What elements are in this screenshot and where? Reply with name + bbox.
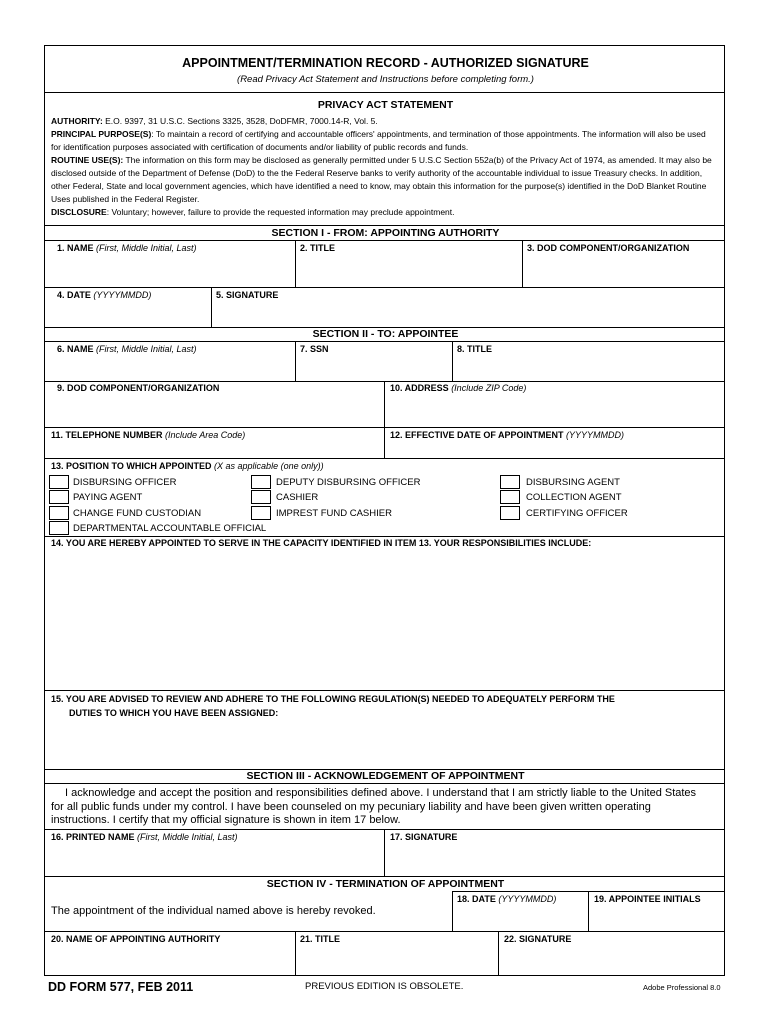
disclosure-label: DISCLOSURE xyxy=(51,207,107,217)
revocation-statement: The appointment of the individual named above is hereby revoked. xyxy=(51,905,376,917)
routine-text: The information on this form may be disclosed as generally permitted under 5 U.S.C Section 552a(b) of the Privacy Act of 1974, as amended. It may also be disclosed outside of the Department of Defense (DoD) to the the Federal Reserve banks to verify authority of the accountable individual to issue Treasury checks. In addition, other Federal, State and local government agencies, which have identified a need to know, may obtain this information for the purpose(s) identified in the DoD Blanket Routine Uses published in the Federal Register. xyxy=(51,155,712,204)
obsolete-notice: PREVIOUS EDITION IS OBSOLETE. xyxy=(305,981,464,992)
section1-heading: SECTION I - FROM: APPOINTING AUTHORITY xyxy=(271,227,500,239)
acknowledgement-line: I acknowledge and accept the position and responsibilities defined above. I understand that I am strictly liable to the United States xyxy=(65,787,697,799)
termination-date-input[interactable] xyxy=(456,908,588,930)
authority-text: E.O. 9397, 31 U.S.C. Sections 3325, 3528, DoDFMR, 7000.14-R, Vol. 5. xyxy=(102,116,378,126)
field-label-effective-date: 12. EFFECTIVE DATE OF APPOINTMENT (YYYYMMDD) xyxy=(390,430,625,440)
item15-label: 15. YOU ARE ADVISED TO REVIEW AND ADHERE TO THE FOLLOWING REGULATION(S) NEEDED TO ADEQUATELY PERFORM THE xyxy=(51,694,615,704)
acknowledgement-line: for all public funds under my control. I have been counseled on my pecuniary liability and have been given written operating xyxy=(51,801,651,813)
field-label-address: 10. ADDRESS (Include ZIP Code) xyxy=(390,383,527,393)
checkbox-deputy-disbursing-officer[interactable] xyxy=(251,475,271,489)
appointee-address-input[interactable] xyxy=(389,398,724,426)
checkbox-certifying-officer[interactable] xyxy=(500,506,520,520)
field-label-title: 21. TITLE xyxy=(300,934,341,944)
divider xyxy=(452,341,453,381)
dd-form-577 xyxy=(44,45,725,976)
field-label-name: 1. NAME (First, Middle Initial, Last) xyxy=(57,243,197,253)
purpose-label: PRINCIPAL PURPOSE(S) xyxy=(51,129,152,139)
section2-heading: SECTION II - TO: APPOINTEE xyxy=(312,328,459,340)
option-label: DEPARTMENTAL ACCOUNTABLE OFFICIAL xyxy=(73,523,267,534)
field-label-printed-name: 16. PRINTED NAME (First, Middle Initial, Last) xyxy=(51,832,238,842)
field-label-position: 13. POSITION TO WHICH APPOINTED (X as applicable (one only)) xyxy=(51,461,324,471)
field-label-authority-name: 20. NAME OF APPOINTING AUTHORITY xyxy=(51,934,221,944)
field-label-ssn: 7. SSN xyxy=(300,344,329,354)
divider xyxy=(384,427,385,458)
divider xyxy=(588,891,589,931)
checkbox-collection-agent[interactable] xyxy=(500,490,520,504)
section4-heading: SECTION IV - TERMINATION OF APPOINTMENT xyxy=(266,878,505,890)
responsibilities-textarea[interactable] xyxy=(51,552,724,690)
checkbox-disbursing-agent[interactable] xyxy=(500,475,520,489)
divider xyxy=(384,381,385,427)
option-label: CASHIER xyxy=(276,492,319,503)
divider xyxy=(45,876,724,877)
authority-name-input[interactable] xyxy=(51,948,295,974)
routine-label: ROUTINE USE(S): xyxy=(51,155,124,165)
privacy-statement xyxy=(51,115,717,219)
appointing-signature-field[interactable] xyxy=(215,304,720,324)
field-label-component: 3. DOD COMPONENT/ORGANIZATION xyxy=(527,243,690,253)
divider xyxy=(45,240,724,241)
authority-label: AUTHORITY: xyxy=(51,116,103,126)
option-label: PAYING AGENT xyxy=(73,492,143,503)
divider xyxy=(498,931,499,976)
divider xyxy=(45,783,724,784)
field-label-phone: 11. TELEPHONE NUMBER (Include Area Code) xyxy=(51,430,246,440)
appointee-component-input[interactable] xyxy=(51,398,384,426)
appointing-name-input[interactable] xyxy=(51,258,295,284)
divider xyxy=(45,536,724,537)
field-label-signature: 22. SIGNATURE xyxy=(504,934,572,944)
purpose-text: : To maintain a record of certifying and accountable officers' appointments, and termination of those appointments. The information will also be used for identification purposes associated with certification of documents and/or liability of public records and funds. xyxy=(51,129,706,152)
form-number: DD FORM 577, FEB 2011 xyxy=(48,980,194,994)
divider xyxy=(45,225,724,226)
option-label: DEPUTY DISBURSING OFFICER xyxy=(276,477,421,488)
appointing-component-input[interactable] xyxy=(526,258,724,284)
option-label: COLLECTION AGENT xyxy=(526,492,622,503)
divider xyxy=(295,931,296,976)
divider xyxy=(45,458,724,459)
field-label-title: 8. TITLE xyxy=(457,344,493,354)
divider xyxy=(522,240,523,287)
divider xyxy=(45,690,724,691)
appointing-title-input[interactable] xyxy=(299,258,522,284)
checkbox-cashier[interactable] xyxy=(251,490,271,504)
checkbox-disbursing-officer[interactable] xyxy=(49,475,69,489)
appointee-title-input[interactable] xyxy=(456,358,724,380)
printed-name-input[interactable] xyxy=(51,846,384,874)
divider xyxy=(211,287,212,327)
checkbox-paying-agent[interactable] xyxy=(49,490,69,504)
option-label: IMPREST FUND CASHIER xyxy=(276,508,392,519)
appointee-name-input[interactable] xyxy=(51,358,295,380)
divider xyxy=(452,891,453,931)
divider xyxy=(45,287,724,288)
checkbox-departmental-official[interactable] xyxy=(49,521,69,535)
field-label-initials: 19. APPOINTEE INITIALS xyxy=(594,894,701,904)
divider xyxy=(45,92,724,93)
divider xyxy=(295,341,296,381)
appointing-date-input[interactable] xyxy=(51,304,211,326)
disclosure-text: : Voluntary; however, failure to provide the requested information may preclude appointment. xyxy=(106,207,455,217)
field-label-name: 6. NAME (First, Middle Initial, Last) xyxy=(57,344,197,354)
field-label-signature: 17. SIGNATURE xyxy=(390,832,458,842)
item15-label-cont: DUTIES TO WHICH YOU HAVE BEEN ASSIGNED: xyxy=(69,708,279,718)
field-label-title: 2. TITLE xyxy=(300,243,336,253)
field-label-date: 18. DATE (YYYYMMDD) xyxy=(457,894,557,904)
item14-label: 14. YOU ARE HEREBY APPOINTED TO SERVE IN THE CAPACITY IDENTIFIED IN ITEM 13. YOUR RESPONSIBILITIES INCLUDE: xyxy=(51,538,592,548)
appointee-ssn-input[interactable] xyxy=(299,358,452,380)
option-label: DISBURSING OFFICER xyxy=(73,477,177,488)
acknowledgement-line: instructions. I certify that my official signature is shown in item 17 below. xyxy=(51,814,401,826)
field-label-date: 4. DATE (YYYYMMDD) xyxy=(57,290,152,300)
form-title: APPOINTMENT/TERMINATION RECORD - AUTHORIZED SIGNATURE xyxy=(182,56,589,70)
privacy-heading: PRIVACY ACT STATEMENT xyxy=(317,99,454,111)
option-label: CHANGE FUND CUSTODIAN xyxy=(73,508,202,519)
appointee-signature-field[interactable] xyxy=(389,846,720,872)
field-label-component: 9. DOD COMPONENT/ORGANIZATION xyxy=(57,383,220,393)
checkbox-change-fund-custodian[interactable] xyxy=(49,506,69,520)
checkbox-imprest-fund-cashier[interactable] xyxy=(251,506,271,520)
divider xyxy=(45,931,724,932)
divider xyxy=(295,240,296,287)
field-label-signature: 5. SIGNATURE xyxy=(216,290,279,300)
regulations-textarea[interactable] xyxy=(51,722,724,770)
effective-date-input[interactable] xyxy=(389,442,724,458)
option-label: DISBURSING AGENT xyxy=(526,477,620,488)
divider xyxy=(45,341,724,342)
option-label: CERTIFYING OFFICER xyxy=(526,508,628,519)
divider xyxy=(384,829,385,876)
appointee-phone-input[interactable] xyxy=(51,442,384,458)
software-note: Adobe Professional 8.0 xyxy=(643,983,721,992)
form-subtitle: (Read Privacy Act Statement and Instructions before completing form.) xyxy=(237,74,534,85)
authority-title-input[interactable] xyxy=(299,948,498,974)
authority-signature-field[interactable] xyxy=(503,948,720,972)
section3-heading: SECTION III - ACKNOWLEDGEMENT OF APPOINTMENT xyxy=(246,770,525,782)
appointee-initials-input[interactable] xyxy=(593,908,724,930)
